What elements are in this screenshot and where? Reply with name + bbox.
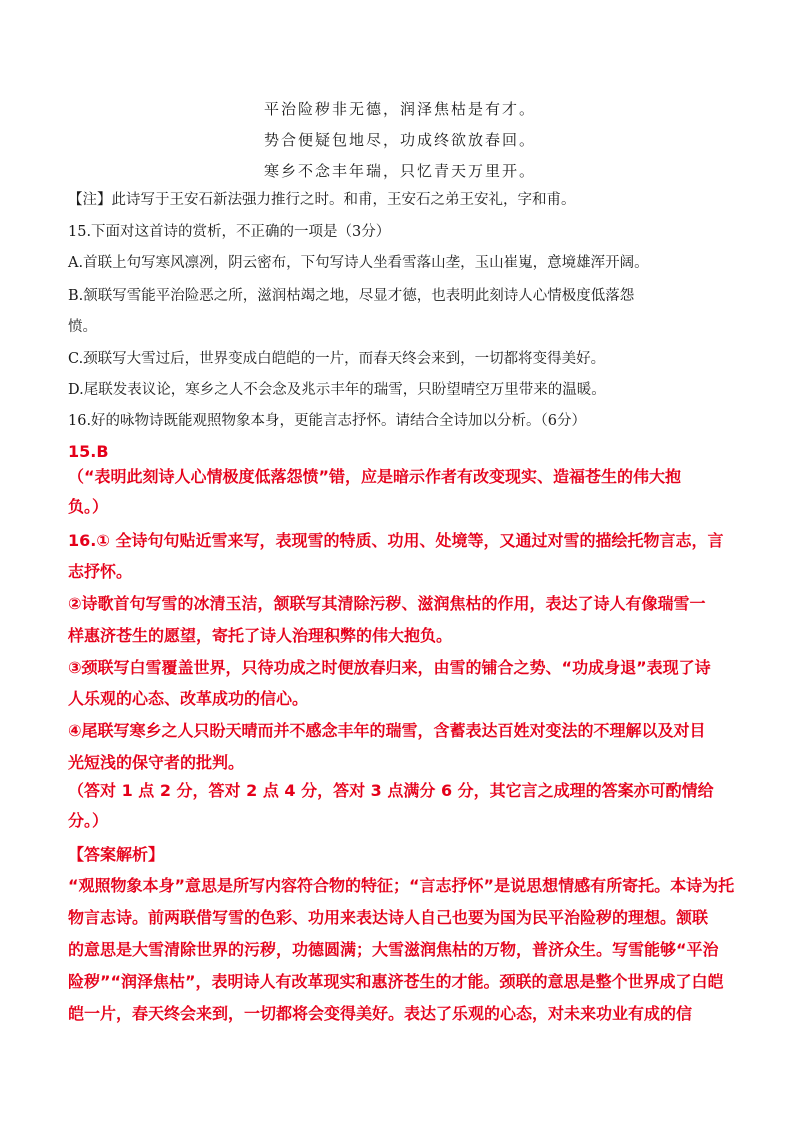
option-d: D.尾联发表议论，寒乡之人不会念及兆示丰年的瑞雪，只盼望晴空万里带来的温暖。	[68, 382, 606, 398]
option-c: C.颈联写大雪过后，世界变成白皑皑的一片，而春天终会来到，一切都将变得美好。	[68, 351, 606, 367]
answer-16-point: ③颈联写白雪覆盖世界，只待功成之时便放春归来，由雪的铺合之势、“功成身退”表现了诗	[68, 658, 711, 677]
analysis-text: “观照物象本身”意思是所写内容符合物的特征；“言志抒怀”是说思想情感有所寄托。本诗为托	[68, 876, 735, 895]
answer-16-point: 人乐观的心态、改革成功的信心。	[68, 689, 309, 708]
analysis-text: 物言志诗。前两联借写雪的色彩、功用来表达诗人自己也要为国为民平治险秽的理想。颔联	[68, 908, 709, 927]
option-b-cont: 愤。	[68, 319, 97, 335]
poem-line: 寒乡不念丰年瑞，只忆青天万里开。	[263, 162, 536, 180]
answer-16-point: ②诗歌首句写雪的冰清玉洁，颔联写其清除污秽、滋润焦枯的作用，表达了诗人有像瑞雪一	[68, 594, 706, 613]
analysis-text: 皑一片，春天终会来到，一切都将会变得美好。表达了乐观的心态，对未来功业有成的信	[68, 1004, 693, 1023]
answer-16-point: 光短浅的保守者的批判。	[68, 753, 245, 772]
option-a: A.首联上句写寒风凛冽，阴云密布，下句写诗人坐看雪落山垄，玉山崔嵬，意境雄浑开阔。	[68, 255, 649, 271]
answer-16-point: 志抒怀。	[68, 562, 133, 581]
answer-15: 15.B	[68, 442, 109, 461]
analysis-text: 的意思是大雪清除世界的污秽，功德圆满；大雪滋润焦枯的万物，普济众生。写雪能够“平治	[68, 940, 719, 959]
scoring-note: （答对 1 点 2 分，答对 2 点 4 分，答对 3 点满分 6 分，其它言之成理的答案亦可酌情给	[68, 781, 714, 800]
analysis-text: 险秽”“润泽焦枯”，表明诗人有改革现实和惠济苍生的才能。颈联的意思是整个世界成了白皑	[68, 972, 724, 991]
answer-16-point: ④尾联写寒乡之人只盼天晴而并不感念丰年的瑞雪，含蓄表达百姓对变法的不理解以及对目	[68, 721, 706, 740]
answer-15-explanation: 负。）	[68, 497, 109, 516]
poem-note: 【注】此诗写于王安石新法强力推行之时。和甫，王安石之弟王安礼，字和甫。	[68, 192, 576, 208]
analysis-heading: 【答案解析】	[68, 845, 165, 864]
question-15-stem: 15.下面对这首诗的赏析，不正确的一项是（3分）	[68, 224, 391, 240]
answer-16-point: 16.① 全诗句句贴近雪来写，表现雪的特质、功用、处境等，又通过对雪的描绘托物言志，言	[68, 531, 724, 550]
question-16-stem: 16.好的咏物诗既能观照物象本身，更能言志抒怀。请结合全诗加以分析。（6分）	[68, 413, 587, 429]
scoring-note: 分。）	[68, 811, 109, 830]
poem-line: 势合便疑包地尽，功成终欲放春回。	[263, 131, 536, 149]
poem-line: 平治险秽非无德，润泽焦枯是有才。	[263, 100, 536, 118]
answer-15-explanation: （“表明此刻诗人心情极度低落怨愤”错，应是暗示作者有改变现实、造福苍生的伟大抱	[68, 467, 682, 486]
option-b: B.颔联写雪能平治险恶之所，滋润枯竭之地，尽显才德，也表明此刻诗人心情极度低落怨	[68, 288, 635, 304]
answer-16-point: 样惠济苍生的愿望，寄托了诗人治理积弊的伟大抱负。	[68, 626, 453, 645]
